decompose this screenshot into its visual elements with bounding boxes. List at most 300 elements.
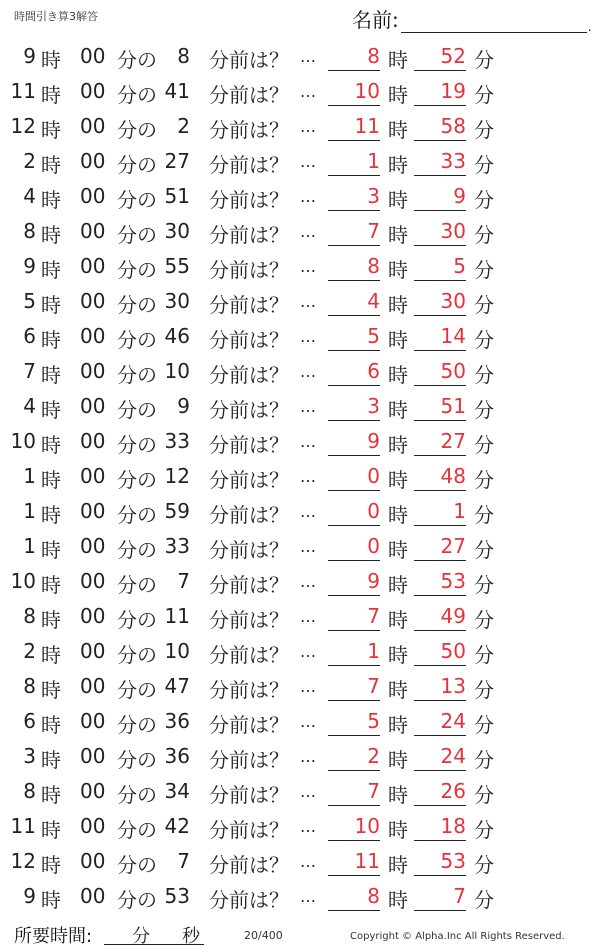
problem-minutes: 51 bbox=[164, 184, 190, 208]
minutes-before-label: 分前は？ bbox=[209, 468, 289, 492]
answer-minutes: 7 bbox=[414, 884, 466, 911]
problem-minutes: 2 bbox=[177, 114, 190, 138]
problem-hour: 8 bbox=[23, 779, 36, 803]
problem-hour: 11 bbox=[10, 814, 36, 838]
hour-unit-label: 時 bbox=[388, 573, 408, 597]
problem-minutes: 11 bbox=[164, 604, 190, 628]
hour-unit-label: 時 bbox=[41, 48, 61, 72]
answer-minutes: 30 bbox=[414, 219, 466, 246]
hour-unit-label: 時 bbox=[41, 328, 61, 352]
minutes-of-label: 分の bbox=[117, 888, 157, 912]
problem-minutes: 7 bbox=[177, 849, 190, 873]
ellipsis: … bbox=[300, 642, 316, 661]
hour-unit-label: 時 bbox=[41, 748, 61, 772]
minute-unit-label: 分 bbox=[474, 433, 494, 457]
ellipsis: … bbox=[300, 572, 316, 591]
zero-minutes: 00 bbox=[80, 254, 106, 278]
problem-hour: 5 bbox=[23, 289, 36, 313]
hour-unit-label: 時 bbox=[388, 503, 408, 527]
hour-unit-label: 時 bbox=[41, 503, 61, 527]
problem-row bbox=[0, 563, 600, 598]
answer-hour: 4 bbox=[328, 289, 380, 316]
zero-minutes: 00 bbox=[80, 779, 106, 803]
problem-minutes: 27 bbox=[164, 149, 190, 173]
minutes-before-label: 分前は？ bbox=[209, 643, 289, 667]
minutes-before-label: 分前は？ bbox=[209, 328, 289, 352]
hour-unit-label: 時 bbox=[388, 188, 408, 212]
problem-minutes: 46 bbox=[164, 324, 190, 348]
problem-row bbox=[0, 318, 600, 353]
minute-unit-label: 分 bbox=[474, 223, 494, 247]
answer-hour: 10 bbox=[328, 814, 380, 841]
zero-minutes: 00 bbox=[80, 464, 106, 488]
zero-minutes: 00 bbox=[80, 324, 106, 348]
minute-unit-label: 分 bbox=[474, 608, 494, 632]
ellipsis: … bbox=[300, 222, 316, 241]
minutes-of-label: 分の bbox=[117, 853, 157, 877]
minutes-of-label: 分の bbox=[117, 188, 157, 212]
zero-minutes: 00 bbox=[80, 359, 106, 383]
problem-hour: 8 bbox=[23, 604, 36, 628]
time-seconds-label: 秒 bbox=[182, 926, 200, 947]
zero-minutes: 00 bbox=[80, 604, 106, 628]
zero-minutes: 00 bbox=[80, 149, 106, 173]
minutes-of-label: 分の bbox=[117, 328, 157, 352]
problem-row bbox=[0, 843, 600, 878]
problem-hour: 1 bbox=[23, 464, 36, 488]
zero-minutes: 00 bbox=[80, 674, 106, 698]
minutes-before-label: 分前は？ bbox=[209, 678, 289, 702]
hour-unit-label: 時 bbox=[41, 223, 61, 247]
minute-unit-label: 分 bbox=[474, 713, 494, 737]
zero-minutes: 00 bbox=[80, 884, 106, 908]
answer-hour: 3 bbox=[328, 184, 380, 211]
ellipsis: … bbox=[300, 152, 316, 171]
problem-row bbox=[0, 178, 600, 213]
minutes-of-label: 分の bbox=[117, 573, 157, 597]
problem-hour: 4 bbox=[23, 184, 36, 208]
copyright-notice: Copyright © Alpha.Inc All Rights Reserved. bbox=[350, 931, 565, 942]
answer-minutes: 30 bbox=[414, 289, 466, 316]
zero-minutes: 00 bbox=[80, 534, 106, 558]
minutes-before-label: 分前は？ bbox=[209, 153, 289, 177]
answer-hour: 0 bbox=[328, 464, 380, 491]
minutes-before-label: 分前は？ bbox=[209, 538, 289, 562]
problem-minutes: 8 bbox=[177, 44, 190, 68]
hour-unit-label: 時 bbox=[41, 538, 61, 562]
hour-unit-label: 時 bbox=[388, 363, 408, 387]
answer-hour: 9 bbox=[328, 429, 380, 456]
problem-row bbox=[0, 633, 600, 668]
minutes-before-label: 分前は？ bbox=[209, 853, 289, 877]
problem-minutes: 36 bbox=[164, 744, 190, 768]
answer-hour: 7 bbox=[328, 604, 380, 631]
hour-unit-label: 時 bbox=[41, 853, 61, 877]
zero-minutes: 00 bbox=[80, 394, 106, 418]
ellipsis: … bbox=[300, 362, 316, 381]
problem-row bbox=[0, 668, 600, 703]
minute-unit-label: 分 bbox=[474, 468, 494, 492]
hour-unit-label: 時 bbox=[388, 398, 408, 422]
problem-minutes: 41 bbox=[164, 79, 190, 103]
hour-unit-label: 時 bbox=[41, 468, 61, 492]
hour-unit-label: 時 bbox=[41, 678, 61, 702]
minutes-of-label: 分の bbox=[117, 118, 157, 142]
minutes-of-label: 分の bbox=[117, 713, 157, 737]
hour-unit-label: 時 bbox=[388, 643, 408, 667]
problem-hour: 12 bbox=[10, 114, 36, 138]
answer-minutes: 24 bbox=[414, 709, 466, 736]
answer-hour: 8 bbox=[328, 254, 380, 281]
problem-row bbox=[0, 248, 600, 283]
problem-row bbox=[0, 808, 600, 843]
problem-row bbox=[0, 598, 600, 633]
problem-hour: 6 bbox=[23, 324, 36, 348]
name-field-area bbox=[352, 4, 592, 33]
problem-minutes: 33 bbox=[164, 534, 190, 558]
page-count: 20/400 bbox=[244, 929, 283, 942]
zero-minutes: 00 bbox=[80, 79, 106, 103]
answer-hour: 11 bbox=[328, 114, 380, 141]
hour-unit-label: 時 bbox=[388, 223, 408, 247]
minutes-of-label: 分の bbox=[117, 363, 157, 387]
hour-unit-label: 時 bbox=[41, 433, 61, 457]
minutes-of-label: 分の bbox=[117, 223, 157, 247]
minutes-before-label: 分前は？ bbox=[209, 293, 289, 317]
answer-hour: 10 bbox=[328, 79, 380, 106]
hour-unit-label: 時 bbox=[388, 608, 408, 632]
zero-minutes: 00 bbox=[80, 429, 106, 453]
problem-hour: 9 bbox=[23, 44, 36, 68]
hour-unit-label: 時 bbox=[388, 293, 408, 317]
problem-row bbox=[0, 143, 600, 178]
problem-row bbox=[0, 108, 600, 143]
answer-hour: 7 bbox=[328, 674, 380, 701]
problem-row bbox=[0, 878, 600, 913]
minutes-of-label: 分の bbox=[117, 258, 157, 282]
problem-row bbox=[0, 423, 600, 458]
answer-hour: 5 bbox=[328, 324, 380, 351]
answer-hour: 5 bbox=[328, 709, 380, 736]
answer-minutes: 58 bbox=[414, 114, 466, 141]
minutes-before-label: 分前は？ bbox=[209, 83, 289, 107]
minute-unit-label: 分 bbox=[474, 293, 494, 317]
answer-minutes: 48 bbox=[414, 464, 466, 491]
answer-hour: 8 bbox=[328, 44, 380, 71]
hour-unit-label: 時 bbox=[388, 48, 408, 72]
problem-minutes: 36 bbox=[164, 709, 190, 733]
answer-hour: 3 bbox=[328, 394, 380, 421]
minutes-before-label: 分前は？ bbox=[209, 608, 289, 632]
ellipsis: … bbox=[300, 397, 316, 416]
ellipsis: … bbox=[300, 712, 316, 731]
problem-minutes: 7 bbox=[177, 569, 190, 593]
name-label: 名前: bbox=[352, 8, 399, 32]
minutes-before-label: 分前は？ bbox=[209, 258, 289, 282]
minutes-of-label: 分の bbox=[117, 83, 157, 107]
problem-row bbox=[0, 493, 600, 528]
problem-minutes: 10 bbox=[164, 639, 190, 663]
problem-row bbox=[0, 213, 600, 248]
problem-row bbox=[0, 738, 600, 773]
ellipsis: … bbox=[300, 782, 316, 801]
answer-hour: 1 bbox=[328, 149, 380, 176]
problem-minutes: 34 bbox=[164, 779, 190, 803]
problem-row bbox=[0, 703, 600, 738]
hour-unit-label: 時 bbox=[41, 573, 61, 597]
hour-unit-label: 時 bbox=[388, 783, 408, 807]
minutes-of-label: 分の bbox=[117, 678, 157, 702]
minute-unit-label: 分 bbox=[474, 48, 494, 72]
minutes-of-label: 分の bbox=[117, 538, 157, 562]
hour-unit-label: 時 bbox=[41, 783, 61, 807]
hour-unit-label: 時 bbox=[41, 188, 61, 212]
answer-minutes: 27 bbox=[414, 429, 466, 456]
answer-hour: 2 bbox=[328, 744, 380, 771]
answer-minutes: 26 bbox=[414, 779, 466, 806]
answer-minutes: 53 bbox=[414, 569, 466, 596]
zero-minutes: 00 bbox=[80, 639, 106, 663]
minutes-before-label: 分前は？ bbox=[209, 713, 289, 737]
hour-unit-label: 時 bbox=[388, 713, 408, 737]
problem-hour: 1 bbox=[23, 534, 36, 558]
problem-row bbox=[0, 283, 600, 318]
problem-hour: 9 bbox=[23, 254, 36, 278]
ellipsis: … bbox=[300, 747, 316, 766]
zero-minutes: 00 bbox=[80, 849, 106, 873]
minutes-of-label: 分の bbox=[117, 608, 157, 632]
problem-hour: 3 bbox=[23, 744, 36, 768]
hour-unit-label: 時 bbox=[41, 713, 61, 737]
problem-hour: 8 bbox=[23, 219, 36, 243]
minutes-of-label: 分の bbox=[117, 748, 157, 772]
minutes-before-label: 分前は？ bbox=[209, 503, 289, 527]
ellipsis: … bbox=[300, 187, 316, 206]
zero-minutes: 00 bbox=[80, 499, 106, 523]
hour-unit-label: 時 bbox=[41, 643, 61, 667]
ellipsis: … bbox=[300, 852, 316, 871]
zero-minutes: 00 bbox=[80, 219, 106, 243]
minutes-before-label: 分前は？ bbox=[209, 188, 289, 212]
answer-minutes: 49 bbox=[414, 604, 466, 631]
hour-unit-label: 時 bbox=[41, 83, 61, 107]
ellipsis: … bbox=[300, 292, 316, 311]
problem-minutes: 30 bbox=[164, 289, 190, 313]
hour-unit-label: 時 bbox=[388, 853, 408, 877]
hour-unit-label: 時 bbox=[388, 328, 408, 352]
minutes-of-label: 分の bbox=[117, 503, 157, 527]
zero-minutes: 00 bbox=[80, 44, 106, 68]
ellipsis: … bbox=[300, 887, 316, 906]
problem-minutes: 59 bbox=[164, 499, 190, 523]
problem-row bbox=[0, 528, 600, 563]
answer-hour: 8 bbox=[328, 884, 380, 911]
problem-hour: 10 bbox=[10, 569, 36, 593]
minutes-before-label: 分前は？ bbox=[209, 363, 289, 387]
ellipsis: … bbox=[300, 537, 316, 556]
hour-unit-label: 時 bbox=[388, 678, 408, 702]
answer-hour: 7 bbox=[328, 779, 380, 806]
minute-unit-label: 分 bbox=[474, 748, 494, 772]
problem-row bbox=[0, 458, 600, 493]
minute-unit-label: 分 bbox=[474, 118, 494, 142]
hour-unit-label: 時 bbox=[41, 118, 61, 142]
problem-minutes: 30 bbox=[164, 219, 190, 243]
ellipsis: … bbox=[300, 502, 316, 521]
problem-hour: 11 bbox=[10, 79, 36, 103]
zero-minutes: 00 bbox=[80, 569, 106, 593]
answer-minutes: 51 bbox=[414, 394, 466, 421]
worksheet-title: 時間引き算3解答 bbox=[14, 10, 98, 23]
minutes-of-label: 分の bbox=[117, 48, 157, 72]
answer-minutes: 5 bbox=[414, 254, 466, 281]
ellipsis: … bbox=[300, 82, 316, 101]
problem-row bbox=[0, 73, 600, 108]
minutes-of-label: 分の bbox=[117, 293, 157, 317]
problem-minutes: 33 bbox=[164, 429, 190, 453]
minute-unit-label: 分 bbox=[474, 328, 494, 352]
hour-unit-label: 時 bbox=[41, 153, 61, 177]
ellipsis: … bbox=[300, 432, 316, 451]
problem-hour: 2 bbox=[23, 639, 36, 663]
hour-unit-label: 時 bbox=[388, 748, 408, 772]
hour-unit-label: 時 bbox=[388, 468, 408, 492]
minute-unit-label: 分 bbox=[474, 643, 494, 667]
minutes-before-label: 分前は？ bbox=[209, 118, 289, 142]
ellipsis: … bbox=[300, 817, 316, 836]
problem-row bbox=[0, 353, 600, 388]
answer-minutes: 33 bbox=[414, 149, 466, 176]
problem-row bbox=[0, 773, 600, 808]
problem-hour: 1 bbox=[23, 499, 36, 523]
minutes-before-label: 分前は？ bbox=[209, 48, 289, 72]
problem-hour: 10 bbox=[10, 429, 36, 453]
time-required-blank bbox=[104, 922, 204, 945]
minutes-of-label: 分の bbox=[117, 643, 157, 667]
minute-unit-label: 分 bbox=[474, 538, 494, 562]
name-blank bbox=[401, 8, 587, 33]
hour-unit-label: 時 bbox=[388, 538, 408, 562]
minutes-before-label: 分前は？ bbox=[209, 398, 289, 422]
ellipsis: … bbox=[300, 677, 316, 696]
zero-minutes: 00 bbox=[80, 744, 106, 768]
ellipsis: … bbox=[300, 257, 316, 276]
answer-hour: 0 bbox=[328, 534, 380, 561]
problem-hour: 4 bbox=[23, 394, 36, 418]
problem-minutes: 53 bbox=[164, 884, 190, 908]
hour-unit-label: 時 bbox=[41, 398, 61, 422]
zero-minutes: 00 bbox=[80, 814, 106, 838]
answer-hour: 6 bbox=[328, 359, 380, 386]
problem-minutes: 9 bbox=[177, 394, 190, 418]
answer-hour: 9 bbox=[328, 569, 380, 596]
answer-minutes: 19 bbox=[414, 79, 466, 106]
problem-hour: 7 bbox=[23, 359, 36, 383]
problem-minutes: 42 bbox=[164, 814, 190, 838]
problem-minutes: 47 bbox=[164, 674, 190, 698]
minute-unit-label: 分 bbox=[474, 188, 494, 212]
problem-list bbox=[0, 38, 600, 913]
minute-unit-label: 分 bbox=[474, 153, 494, 177]
answer-minutes: 53 bbox=[414, 849, 466, 876]
hour-unit-label: 時 bbox=[41, 293, 61, 317]
ellipsis: … bbox=[300, 117, 316, 136]
problem-hour: 2 bbox=[23, 149, 36, 173]
hour-unit-label: 時 bbox=[41, 363, 61, 387]
hour-unit-label: 時 bbox=[388, 258, 408, 282]
ellipsis: … bbox=[300, 607, 316, 626]
zero-minutes: 00 bbox=[80, 289, 106, 313]
answer-hour: 0 bbox=[328, 499, 380, 526]
hour-unit-label: 時 bbox=[388, 118, 408, 142]
hour-unit-label: 時 bbox=[388, 818, 408, 842]
minutes-before-label: 分前は？ bbox=[209, 818, 289, 842]
ellipsis: … bbox=[300, 467, 316, 486]
problem-row bbox=[0, 388, 600, 423]
minutes-before-label: 分前は？ bbox=[209, 223, 289, 247]
minutes-before-label: 分前は？ bbox=[209, 748, 289, 772]
problem-hour: 9 bbox=[23, 884, 36, 908]
answer-minutes: 13 bbox=[414, 674, 466, 701]
problem-minutes: 10 bbox=[164, 359, 190, 383]
answer-minutes: 27 bbox=[414, 534, 466, 561]
zero-minutes: 00 bbox=[80, 114, 106, 138]
answer-minutes: 14 bbox=[414, 324, 466, 351]
problem-hour: 8 bbox=[23, 674, 36, 698]
minute-unit-label: 分 bbox=[474, 573, 494, 597]
minutes-before-label: 分前は？ bbox=[209, 573, 289, 597]
time-minutes-label: 分 bbox=[132, 926, 150, 947]
problem-row bbox=[0, 38, 600, 73]
minute-unit-label: 分 bbox=[474, 398, 494, 422]
hour-unit-label: 時 bbox=[41, 608, 61, 632]
problem-hour: 12 bbox=[10, 849, 36, 873]
hour-unit-label: 時 bbox=[41, 258, 61, 282]
minute-unit-label: 分 bbox=[474, 503, 494, 527]
answer-minutes: 9 bbox=[414, 184, 466, 211]
footer bbox=[0, 918, 600, 949]
answer-minutes: 50 bbox=[414, 359, 466, 386]
minutes-before-label: 分前は？ bbox=[209, 888, 289, 912]
answer-hour: 7 bbox=[328, 219, 380, 246]
minutes-of-label: 分の bbox=[117, 398, 157, 422]
zero-minutes: 00 bbox=[80, 184, 106, 208]
answer-hour: 11 bbox=[328, 849, 380, 876]
minutes-before-label: 分前は？ bbox=[209, 433, 289, 457]
minute-unit-label: 分 bbox=[474, 363, 494, 387]
hour-unit-label: 時 bbox=[388, 433, 408, 457]
ellipsis: … bbox=[300, 47, 316, 66]
minutes-of-label: 分の bbox=[117, 433, 157, 457]
hour-unit-label: 時 bbox=[388, 83, 408, 107]
minute-unit-label: 分 bbox=[474, 258, 494, 282]
minutes-of-label: 分の bbox=[117, 468, 157, 492]
minutes-before-label: 分前は？ bbox=[209, 783, 289, 807]
minutes-of-label: 分の bbox=[117, 783, 157, 807]
hour-unit-label: 時 bbox=[41, 818, 61, 842]
answer-hour: 1 bbox=[328, 639, 380, 666]
minute-unit-label: 分 bbox=[474, 678, 494, 702]
problem-minutes: 12 bbox=[164, 464, 190, 488]
zero-minutes: 00 bbox=[80, 709, 106, 733]
minute-unit-label: 分 bbox=[474, 888, 494, 912]
hour-unit-label: 時 bbox=[388, 888, 408, 912]
minutes-of-label: 分の bbox=[117, 153, 157, 177]
answer-minutes: 1 bbox=[414, 499, 466, 526]
minute-unit-label: 分 bbox=[474, 83, 494, 107]
problem-minutes: 55 bbox=[164, 254, 190, 278]
time-required-label: 所要時間: bbox=[14, 926, 93, 947]
